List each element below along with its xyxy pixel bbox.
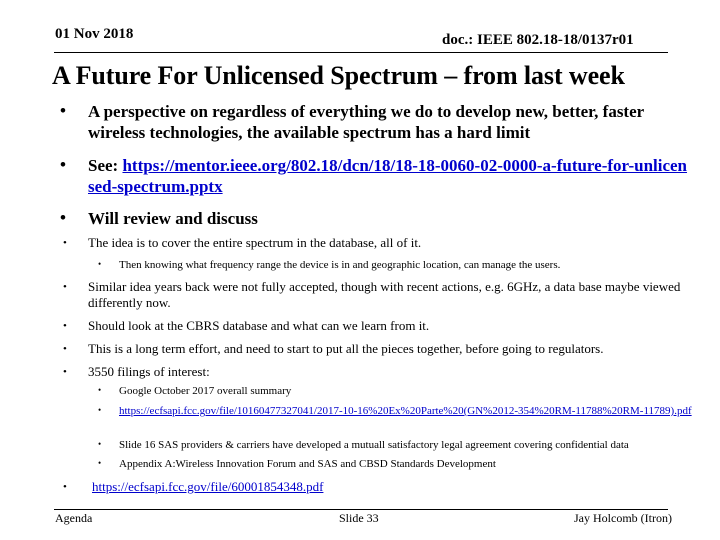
slide-title: A Future For Unlicensed Spectrum – from last week: [52, 61, 625, 90]
bullet-marker: •: [98, 259, 102, 269]
bullet-marker: •: [98, 385, 102, 395]
footer-slide-number: Slide 33: [339, 511, 379, 525]
bullet-filings: 3550 filings of interest:: [88, 364, 210, 379]
bullet-marker: •: [63, 481, 67, 493]
bullet-idea: The idea is to cover the entire spectrum in the database, all of it.: [88, 235, 422, 250]
bullet-similar: Similar idea years back were not fully accepted, though with recent actions, e.g. 6GHz, a data base maybe viewed differently now.: [88, 279, 681, 310]
header-doc-id: doc.: IEEE 802.18-18/0137r01: [442, 32, 634, 48]
bullet-marker: •: [98, 439, 102, 449]
bullet-see: [88, 155, 688, 197]
bullet-longterm: This is a long term effort, and need to start to put all the pieces together, before going to regulators.: [88, 341, 604, 356]
filing-google: Google October 2017 overall summary: [119, 385, 292, 397]
mentor-link[interactable]: https://mentor.ieee.org/802.18/dcn/18/18-18-0060-02-0000-a-future-for-unlicensed-spectrum.pptx: [88, 156, 688, 196]
bullet-marker: •: [63, 343, 67, 355]
bullet-cbrs: Should look at the CBRS database and what can we learn from it.: [88, 318, 430, 333]
filing-appendix: Appendix A:Wireless Innovation Forum and SAS and CBSD Standards Development: [119, 458, 496, 470]
bullet-marker: •: [60, 155, 66, 174]
bullet-perspective: A perspective on regardless of everything we do to develop new, better, faster wireless technologies, the available spectrum has a hard limit: [88, 102, 644, 142]
bullet-marker: •: [60, 208, 66, 227]
fcc-link-last[interactable]: https://ecfsapi.fcc.gov/file/60001854348.pdf: [92, 479, 324, 494]
bullet-marker: •: [63, 281, 67, 293]
footer-left: Agenda: [55, 511, 93, 525]
fcc-link-google[interactable]: https://ecfsapi.fcc.gov/file/10160477327041/2017-10-16%20Ex%20Parte%20(GN%2012-354%20RM-11788%20RM-11789).pdf: [119, 405, 692, 417]
bullet-marker: •: [63, 237, 67, 249]
bullet-marker: •: [98, 405, 102, 415]
footer-divider: [54, 509, 668, 510]
bullet-marker: •: [98, 458, 102, 468]
header-divider: [54, 52, 668, 53]
header-date: 01 Nov 2018: [55, 26, 134, 42]
bullet-marker: •: [60, 101, 66, 120]
footer-author: Jay Holcomb (Itron): [574, 511, 672, 525]
filing-slide16: Slide 16 SAS providers & carriers have developed a mutuall satisfactory legal agreement covering confidential data: [119, 439, 629, 451]
see-prefix: See:: [88, 156, 123, 175]
bullet-review: Will review and discuss: [88, 209, 258, 228]
bullet-marker: •: [63, 320, 67, 332]
bullet-idea-sub: Then knowing what frequency range the device is in and geographic location, can manage the users.: [119, 259, 561, 271]
bullet-marker: •: [63, 366, 67, 378]
bullet-last-link[interactable]: [92, 479, 702, 495]
filing-link-google[interactable]: [119, 404, 699, 418]
